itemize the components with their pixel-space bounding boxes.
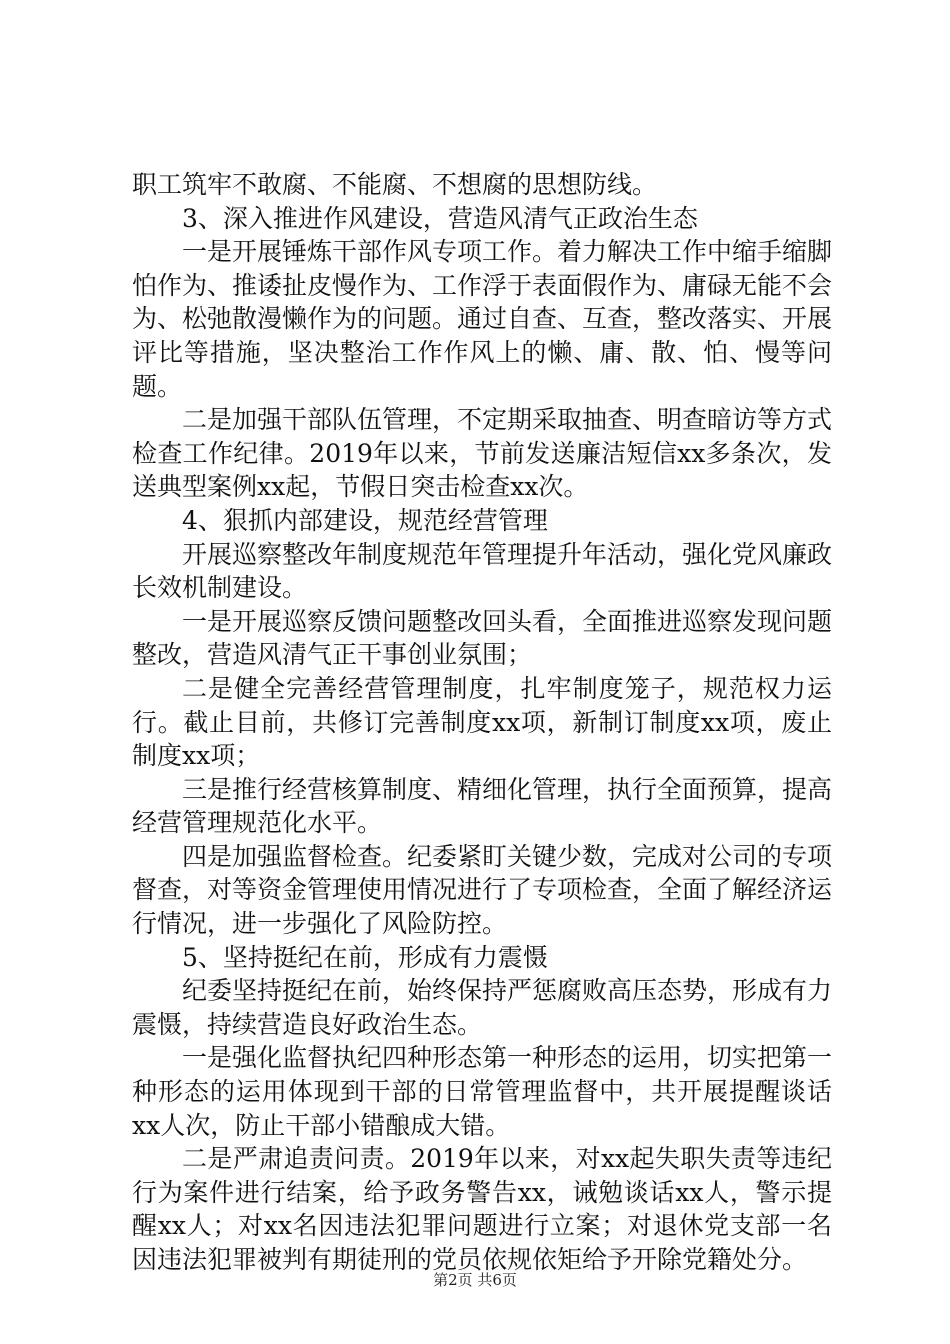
paragraph: 二是健全完善经营管理制度，扎牢制度笼子，规范权力运行。截止目前，共修订完善制度xx项，新制订制度xx项，废止制度xx项； bbox=[132, 673, 832, 771]
paragraph: 一是开展锤炼干部作风专项工作。着力解决工作中缩手缩脚怕作为、推诿扯皮慢作为、工作浮于表面假作为、庸碌无能不会为、松弛散漫懒作为的问题。通过自查、互查，整改落实、开展评比等措施，坚决整治工作作风上的懒、庸、散、怕、慢等问题。 bbox=[132, 237, 833, 401]
section-heading-3: 3、深入推进作风建设，营造风清气正政治生态 bbox=[182, 203, 698, 233]
paragraph: 纪委坚持挺纪在前，始终保持严惩腐败高压态势，形成有力震慑，持续营造良好政治生态。 bbox=[132, 976, 833, 1039]
paragraph: 一是强化监督执纪四种形态第一种形态的运用，切实把第一种形态的运用体现到干部的日常管理监督中，共开展提醒谈话xx人次，防止干部小错酿成大错。 bbox=[132, 1043, 833, 1140]
section-heading-4: 4、狠抓内部建设，规范经营管理 bbox=[182, 505, 548, 535]
paragraph: 四是加强监督检查。纪委紧盯关键少数，完成对公司的专项督查，对等资金管理使用情况进行了专项检查，全面了解经济运行情况，进一步强化了风险防控。 bbox=[132, 841, 833, 939]
paragraph: 开展巡察整改年制度规范年管理提升年活动，强化党风廉政长效机制建设。 bbox=[132, 539, 833, 603]
paragraph-continuation: 职工筑牢不敢腐、不能腐、不想腐的思想防线。 bbox=[132, 170, 658, 199]
document-body bbox=[132, 168, 832, 1277]
section-heading-5: 5、坚持挺纪在前，形成有力震慑 bbox=[182, 942, 548, 972]
page-number-footer: 第2页 共6页 bbox=[433, 1271, 517, 1289]
paragraph: 三是推行经营核算制度、精细化管理，执行全面预算，提高经营管理规范化水平。 bbox=[132, 774, 833, 838]
paragraph: 一是开展巡察反馈问题整改回头看，全面推进巡察发现问题整改，营造风清气正干事创业氛围； bbox=[132, 606, 833, 670]
paragraph: 二是加强干部队伍管理，不定期采取抽查、明查暗访等方式检查工作纪律。2019年以来，节前发送廉洁短信xx多条次，发送典型案例xx起，节假日突击检查xx次。 bbox=[132, 405, 833, 502]
paragraph: 二是严肃追责问责。2019年以来，对xx起失职失责等违纪行为案件进行结案，给予政务警告xx，诫勉谈话xx人，警示提醒xx人；对xx名因违法犯罪问题进行立案；对退休党支部一名因违法犯罪被判有期徒刑的党员依规依矩给予开除党籍处分。 bbox=[132, 1144, 832, 1274]
